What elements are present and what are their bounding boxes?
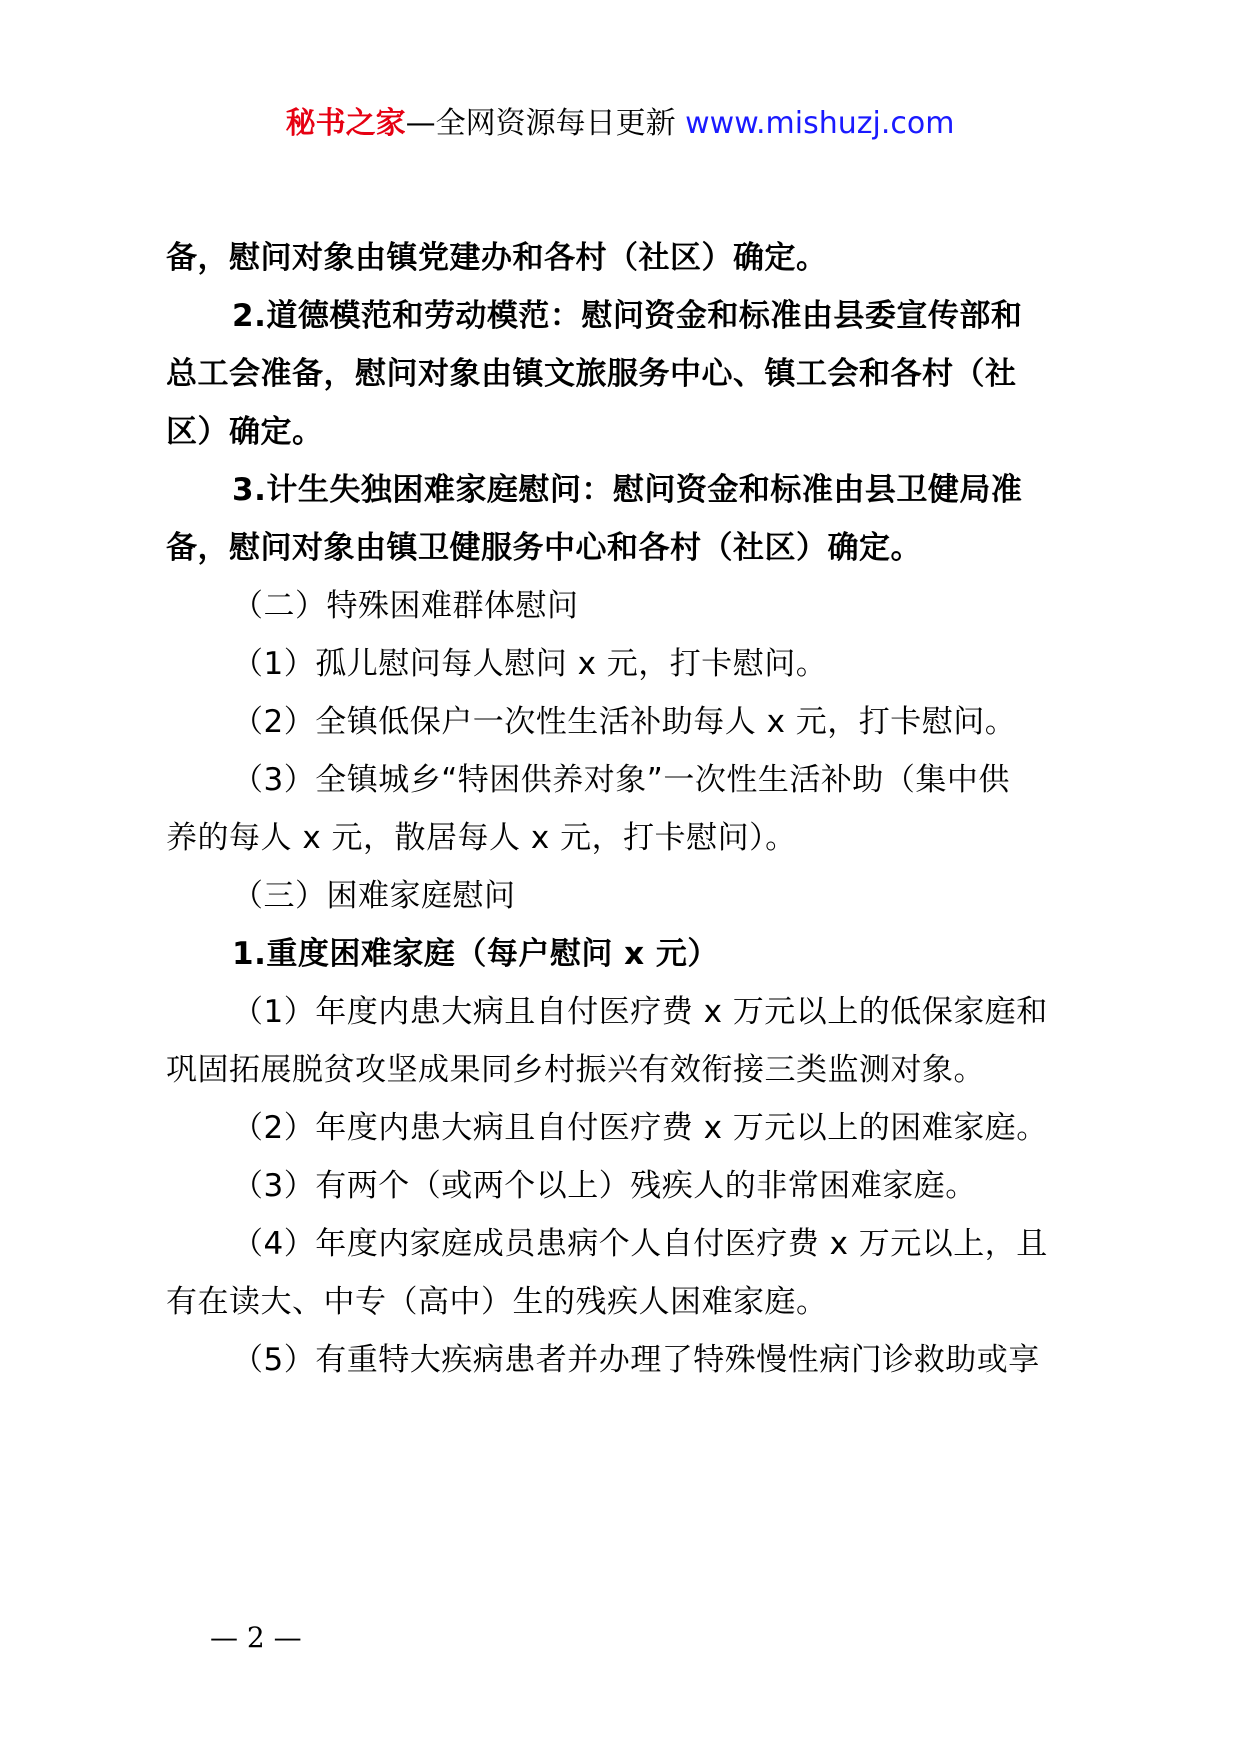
paragraph-line: （3）全镇城乡“特困供养对象”一次性生活补助（集中供 (232, 762, 1010, 798)
header-site-link[interactable]: www.mishuzj.com (685, 106, 955, 141)
paragraph-line: （4）年度内家庭成员患病个人自付医疗费 x 万元以上，且 (232, 1226, 1048, 1262)
paragraph-line: （2）年度内患大病且自付医疗费 x 万元以上的困难家庭。 (232, 1110, 1048, 1146)
paragraph-line: 总工会准备，慰问对象由镇文旅服务中心、镇工会和各村（社 (166, 356, 1017, 392)
paragraph-line: 区）确定。 (166, 414, 324, 450)
page-number: — 2 — (210, 1621, 302, 1654)
paragraph-line: （1）年度内患大病且自付医疗费 x 万元以上的低保家庭和 (232, 994, 1048, 1030)
paragraph-line: （3）有两个（或两个以上）残疾人的非常困难家庭。 (232, 1168, 977, 1204)
paragraph-line: （2）全镇低保户一次性生活补助每人 x 元，打卡慰问。 (232, 704, 1017, 740)
paragraph-line: 3.计生失独困难家庭慰问：慰问资金和标准由县卫健局准 (232, 472, 1023, 508)
paragraph-line: （二）特殊困难群体慰问 (232, 588, 579, 624)
paragraph-line: 备，慰问对象由镇党建办和各村（社区）确定。 (166, 240, 828, 276)
paragraph-line: 巩固拓展脱贫攻坚成果同乡村振兴有效衔接三类监测对象。 (166, 1052, 985, 1088)
paragraph-line: 养的每人 x 元，散居每人 x 元，打卡慰问）。 (166, 820, 797, 856)
page-header (0, 100, 1240, 148)
header-tagline: —全网资源每日更新 (405, 106, 676, 141)
paragraph-line: （三）困难家庭慰问 (232, 878, 516, 914)
paragraph-line: 有在读大、中专（高中）生的残疾人困难家庭。 (166, 1284, 828, 1320)
paragraph-line: （1）孤儿慰问每人慰问 x 元，打卡慰问。 (232, 646, 828, 682)
paragraph-line: 1.重度困难家庭（每户慰问 x 元） (232, 936, 719, 972)
header-brand: 秘书之家 (285, 106, 406, 141)
paragraph-line: 2.道德模范和劳动模范：慰问资金和标准由县委宣传部和 (232, 298, 1023, 334)
paragraph-line: （5）有重特大疾病患者并办理了特殊慢性病门诊救助或享 (232, 1342, 1040, 1378)
paragraph-line: 备，慰问对象由镇卫健服务中心和各村（社区）确定。 (166, 530, 922, 566)
